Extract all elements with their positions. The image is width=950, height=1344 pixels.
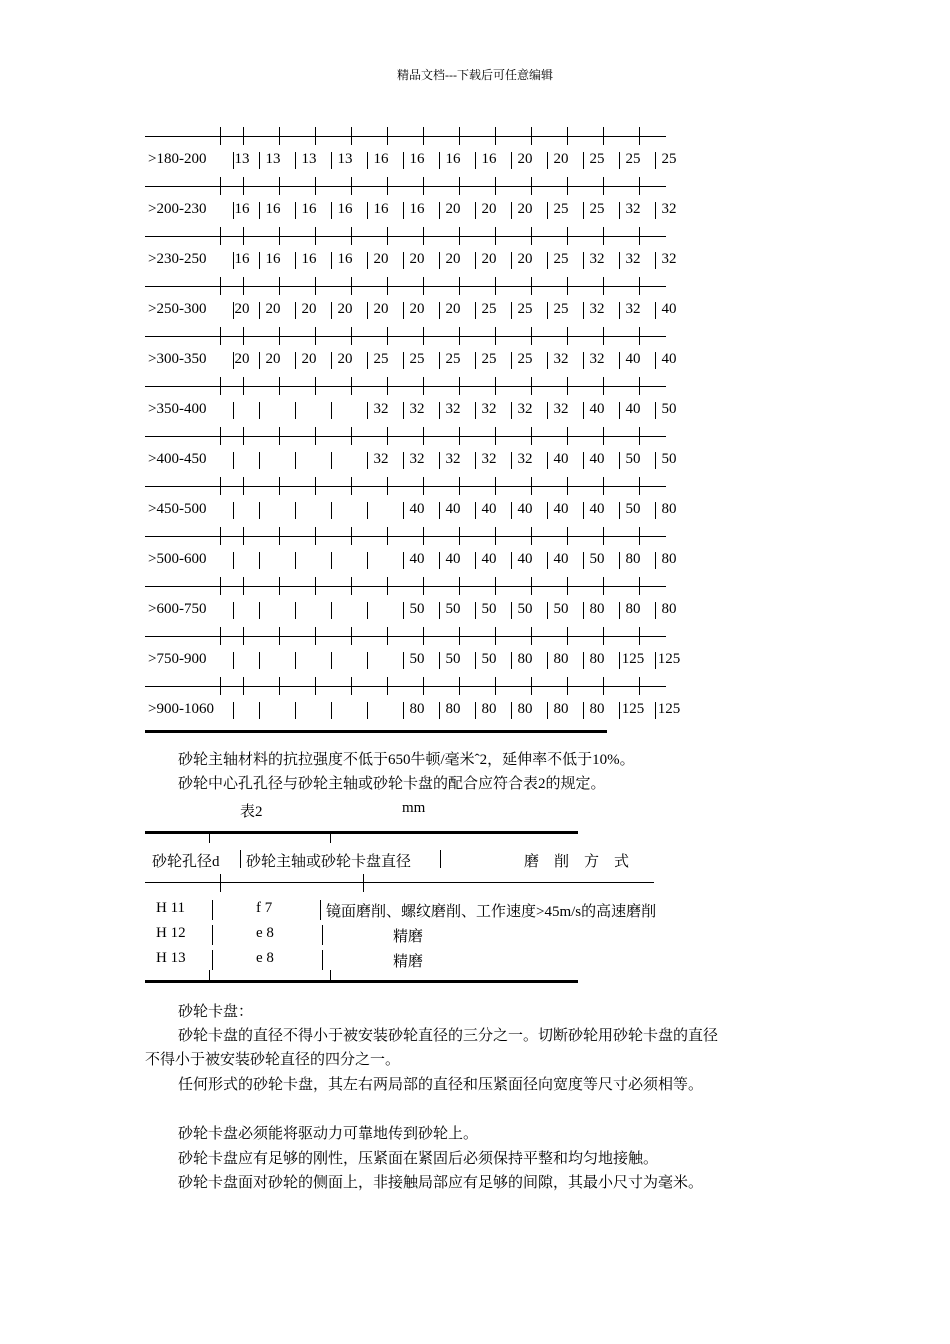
table-cell: 125 [657, 701, 681, 717]
table-cell: 40 [589, 501, 605, 517]
table-cell: 50 [445, 651, 461, 667]
table-separator [145, 676, 705, 696]
table-cell: 20 [234, 351, 250, 367]
table-cell: 32 [373, 401, 389, 417]
table-cell: 80 [625, 551, 641, 567]
row-label: >180-200 [148, 151, 207, 167]
row2-hole: H 12 [156, 925, 186, 941]
table-row [145, 246, 705, 276]
table-cell: 40 [553, 451, 569, 467]
table-cell: 20 [481, 251, 497, 267]
table2-unit: mm [402, 800, 426, 816]
table2-caption: 表2 [240, 804, 263, 820]
table-cell: 32 [661, 201, 677, 217]
table-row [145, 396, 705, 426]
table-cell: 40 [661, 351, 677, 367]
table-cell: 20 [301, 351, 317, 367]
row-label: >400-450 [148, 451, 207, 467]
table-cell: 125 [621, 701, 645, 717]
table-cell: 25 [409, 351, 425, 367]
table-cell: 80 [589, 601, 605, 617]
table-cell: 16 [337, 251, 353, 267]
table-cell: 20 [445, 201, 461, 217]
table-cell: 40 [517, 501, 533, 517]
table-cell: 25 [373, 351, 389, 367]
table-cell: 25 [589, 201, 605, 217]
row3-hole: H 13 [156, 950, 186, 966]
table-cell: 40 [589, 401, 605, 417]
table-cell: 32 [553, 401, 569, 417]
table-cell: 20 [517, 251, 533, 267]
row-label: >200-230 [148, 201, 207, 217]
table-cell: 80 [481, 701, 497, 717]
table-cell: 16 [265, 251, 281, 267]
table-cell: 40 [481, 551, 497, 567]
table-cell: 32 [409, 401, 425, 417]
table-cell: 50 [517, 601, 533, 617]
row-label: >350-400 [148, 401, 207, 417]
row-label: >300-350 [148, 351, 207, 367]
table-cell: 50 [445, 601, 461, 617]
table-cell: 20 [337, 351, 353, 367]
table-cell: 40 [481, 501, 497, 517]
table-cell: 40 [661, 301, 677, 317]
row-label: >230-250 [148, 251, 207, 267]
table-cell: 125 [657, 651, 681, 667]
table-cell: 80 [661, 551, 677, 567]
table-cell: 80 [661, 601, 677, 617]
table-cell: 80 [589, 701, 605, 717]
table-cell: 25 [553, 301, 569, 317]
table-cell: 13 [234, 151, 250, 167]
table-cell: 25 [445, 351, 461, 367]
table-separator [145, 576, 705, 596]
table-cell: 20 [265, 351, 281, 367]
table-cell: 40 [589, 451, 605, 467]
row3-shaft: e 8 [256, 950, 274, 966]
table-cell: 20 [517, 151, 533, 167]
table-cell: 32 [481, 401, 497, 417]
table-cell: 50 [481, 651, 497, 667]
table-cell: 16 [337, 201, 353, 217]
table-cell: 13 [301, 151, 317, 167]
table-cell: 25 [481, 351, 497, 367]
table-bottom-rule [145, 730, 607, 733]
table-cell: 50 [625, 501, 641, 517]
table2-bottom-rule [145, 980, 578, 983]
table-cell: 20 [553, 151, 569, 167]
header-grinding-method: 磨 削 方 式 [524, 854, 630, 870]
table-cell: 40 [517, 551, 533, 567]
table-separator [145, 126, 705, 146]
table-cell: 16 [409, 151, 425, 167]
table-cell: 13 [337, 151, 353, 167]
table-cell: 50 [481, 601, 497, 617]
table-row [145, 346, 705, 376]
table-cell: 16 [481, 151, 497, 167]
table-cell: 20 [234, 301, 250, 317]
table-cell: 20 [517, 201, 533, 217]
table-cell: 20 [301, 301, 317, 317]
paragraph-strength: 砂轮主轴材料的抗拉强度不低于650牛顿/毫米ˆ2，延伸率不低于10%。 [178, 752, 635, 768]
table-cell: 80 [589, 651, 605, 667]
table-row [145, 496, 705, 526]
table-cell: 32 [553, 351, 569, 367]
row1-hole: H 11 [156, 900, 186, 916]
table-cell: 32 [409, 451, 425, 467]
table-cell: 32 [481, 451, 497, 467]
table-cell: 16 [301, 251, 317, 267]
table-cell: 32 [517, 451, 533, 467]
table-cell: 20 [481, 201, 497, 217]
row-label: >250-300 [148, 301, 207, 317]
table-cell: 32 [589, 351, 605, 367]
table-cell: 50 [661, 451, 677, 467]
table-cell: 32 [517, 401, 533, 417]
paragraph-flange-title: 砂轮卡盘： [178, 1004, 254, 1020]
table-cell: 80 [517, 701, 533, 717]
table-row [145, 546, 705, 576]
table-cell: 20 [337, 301, 353, 317]
paragraph-flange-rigidity: 砂轮卡盘应有足够的刚性，压紧面在紧固后必须保持平整和均匀地接触。 [178, 1151, 659, 1167]
row-label: >500-600 [148, 551, 207, 567]
table-cell: 16 [373, 201, 389, 217]
table-row [145, 196, 705, 226]
table-cell: 16 [373, 151, 389, 167]
table-separator [145, 476, 705, 496]
table-cell: 32 [625, 251, 641, 267]
row2-shaft: e 8 [256, 925, 274, 941]
row-label: >600-750 [148, 601, 207, 617]
paragraph-flange-diameter: 砂轮卡盘的直径不得小于被安装砂轮直径的三分之一。切断砂轮用砂轮卡盘的直径不得小于被安装砂轮直径的四分之一。 [145, 1028, 719, 1068]
table-separator [145, 526, 705, 546]
table-cell: 16 [445, 151, 461, 167]
table-cell: 80 [553, 701, 569, 717]
table-cell: 25 [625, 151, 641, 167]
table-separator [145, 376, 705, 396]
table-cell: 16 [234, 251, 250, 267]
table-cell: 50 [409, 651, 425, 667]
paragraph-fit: 砂轮中心孔孔径与砂轮主轴或砂轮卡盘的配合应符合表2的规定。 [178, 776, 606, 792]
table-cell: 32 [373, 451, 389, 467]
table-cell: 20 [373, 301, 389, 317]
table-cell: 50 [625, 451, 641, 467]
table-cell: 32 [589, 301, 605, 317]
table-cell: 40 [553, 501, 569, 517]
table-cell: 40 [625, 401, 641, 417]
row-label: >450-500 [148, 501, 207, 517]
table-cell: 25 [589, 151, 605, 167]
table-cell: 20 [373, 251, 389, 267]
table-cell: 80 [517, 651, 533, 667]
table-cell: 13 [265, 151, 281, 167]
table-cell: 25 [553, 201, 569, 217]
table-cell: 80 [625, 601, 641, 617]
table-cell: 40 [553, 551, 569, 567]
table-cell: 25 [661, 151, 677, 167]
header-shaft-diameter: 砂轮主轴或砂轮卡盘直径 [246, 854, 412, 870]
page-header: 精品文档---下载后可任意编辑 [397, 68, 553, 82]
table-cell: 16 [301, 201, 317, 217]
table-separator [145, 276, 705, 296]
table-cell: 80 [409, 701, 425, 717]
row3-method: 精磨 [393, 954, 424, 970]
table-row [145, 596, 705, 626]
paragraph-flange-clearance: 砂轮卡盘面对砂轮的侧面上，非接触局部应有足够的间隙，其最小尺寸为毫米。 [178, 1175, 704, 1191]
table-cell: 32 [625, 301, 641, 317]
table-cell: 50 [409, 601, 425, 617]
table-cell: 25 [553, 251, 569, 267]
table-cell: 25 [481, 301, 497, 317]
row1-shaft: f 7 [256, 900, 273, 916]
table2-header-rule [145, 882, 654, 883]
table-cell: 32 [445, 401, 461, 417]
table-cell: 20 [409, 301, 425, 317]
table-cell: 40 [445, 551, 461, 567]
table-separator [145, 626, 705, 646]
table-cell: 16 [409, 201, 425, 217]
table-cell: 125 [621, 651, 645, 667]
table-cell: 20 [409, 251, 425, 267]
row-label: >750-900 [148, 651, 207, 667]
header-hole-diameter: 砂轮孔径d [152, 854, 220, 870]
row-label: >900-1060 [148, 701, 214, 717]
table-cell: 50 [553, 601, 569, 617]
table-cell: 40 [409, 501, 425, 517]
table-cell: 20 [265, 301, 281, 317]
table-row [145, 696, 705, 726]
table-separator [145, 426, 705, 446]
table-cell: 16 [265, 201, 281, 217]
table-separator [145, 326, 705, 346]
wheel-size-table [145, 126, 705, 734]
table-separator [145, 176, 705, 196]
table-cell: 25 [517, 351, 533, 367]
table-row [145, 296, 705, 326]
table-cell: 80 [445, 701, 461, 717]
table-row [145, 446, 705, 476]
table-cell: 50 [589, 551, 605, 567]
table-cell: 40 [409, 551, 425, 567]
table-cell: 20 [445, 301, 461, 317]
table-cell: 32 [661, 251, 677, 267]
table-cell: 80 [553, 651, 569, 667]
paragraph-flange-symmetry: 任何形式的砂轮卡盘，其左右两局部的直径和压紧面径向宽度等尺寸必须相等。 [178, 1077, 704, 1093]
table-cell: 32 [445, 451, 461, 467]
table-cell: 32 [625, 201, 641, 217]
row2-method: 精磨 [393, 929, 424, 945]
table-row [145, 146, 705, 176]
row1-method: 镜面磨削、螺纹磨削、工作速度>45m/s的高速磨削 [326, 904, 657, 920]
table-cell: 40 [445, 501, 461, 517]
paragraph-flange-drive: 砂轮卡盘必须能将驱动力可靠地传到砂轮上。 [178, 1126, 479, 1142]
table-cell: 80 [661, 501, 677, 517]
table-cell: 16 [234, 201, 250, 217]
table-row [145, 646, 705, 676]
table-cell: 40 [625, 351, 641, 367]
table-cell: 50 [661, 401, 677, 417]
table-cell: 25 [517, 301, 533, 317]
table-separator [145, 226, 705, 246]
table-cell: 20 [445, 251, 461, 267]
table-cell: 32 [589, 251, 605, 267]
